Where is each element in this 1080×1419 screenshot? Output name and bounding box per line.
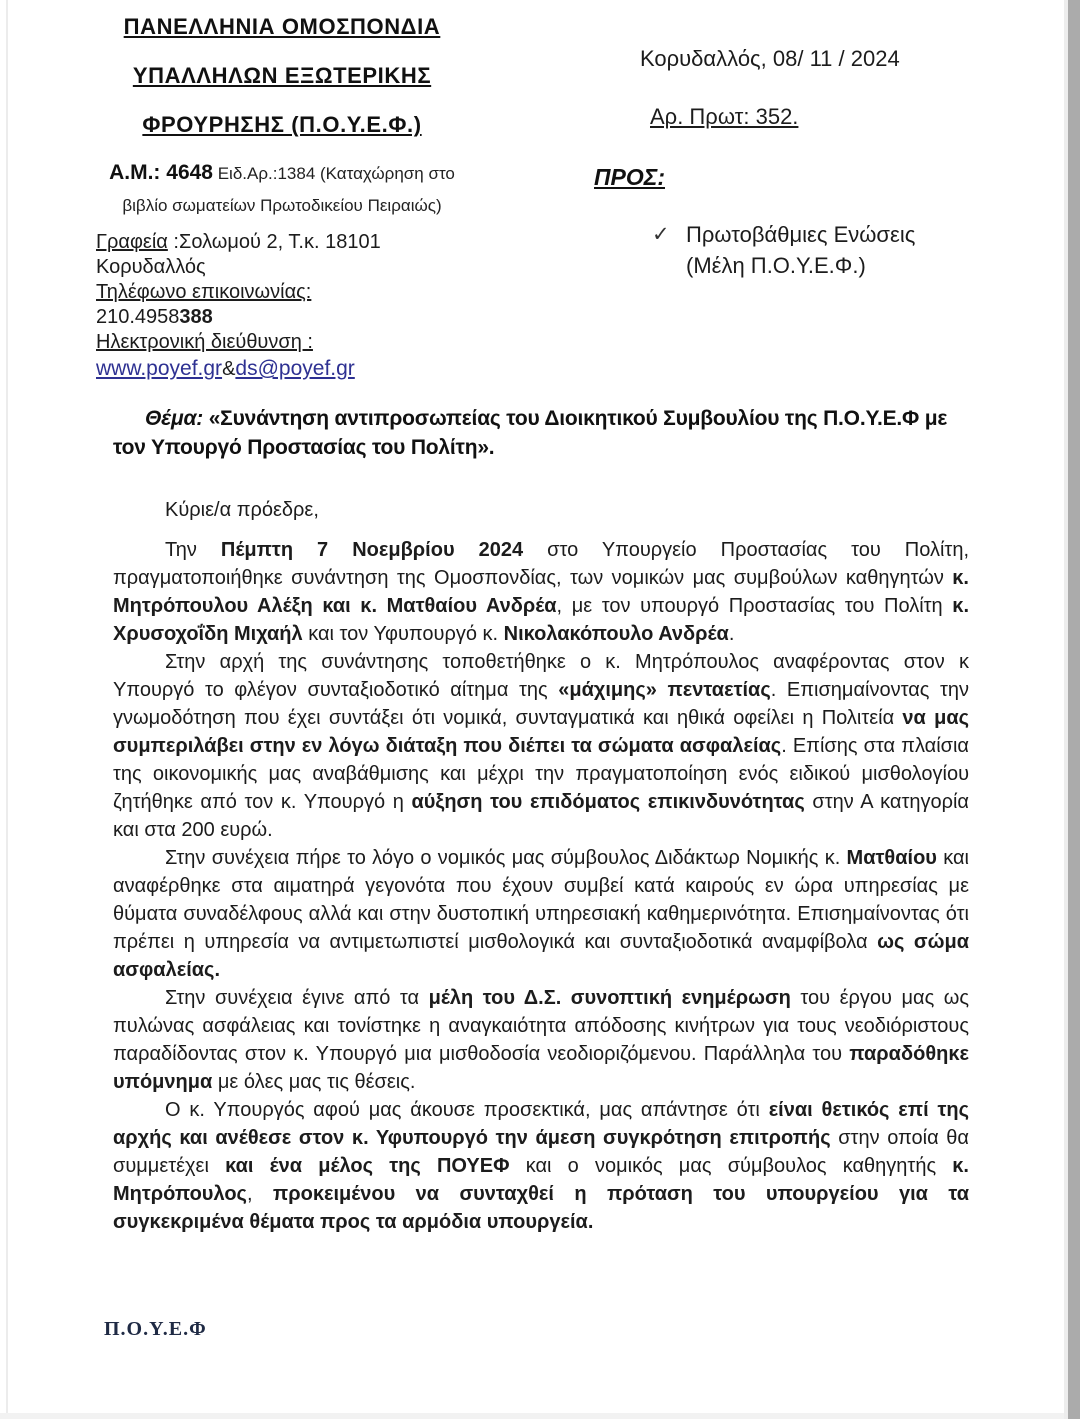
text-run: Στην συνέχεια πήρε το λόγο ο νομικός μας σύμβουλος Διδάκτωρ Νομικής κ. — [165, 847, 847, 869]
phone-label: Τηλέφωνο επικοινωνίας: — [96, 281, 312, 303]
text-run: κ. Μητρόπουλος — [113, 1155, 969, 1205]
links-line — [96, 356, 468, 382]
date-line: Κορυδαλλός, 08/ 11 / 2024 — [640, 46, 900, 71]
subject-line — [113, 404, 969, 462]
text-run: ως σώμα ασφαλείας. — [113, 931, 969, 981]
text-run: αύξηση του επιδόματος επικινδυνότητας — [411, 791, 805, 813]
text-run: , με τον υπουργό Προστασίας του Πολίτη — [556, 595, 953, 617]
text-run: Θέμα: — [145, 407, 209, 430]
text-run: Πέμπτη 7 Νοεμβρίου 2024 — [220, 539, 524, 561]
paragraph — [113, 648, 969, 844]
paragraph — [113, 536, 969, 648]
text-run: στην οποία θα συμμετέχει — [113, 1127, 969, 1177]
org-name-line-3: ΦΡΟΥΡΗΣΗΣ (Π.Ο.Υ.Ε.Φ.) — [142, 112, 422, 137]
recipient-text — [686, 219, 982, 281]
office-address-line — [96, 230, 468, 255]
registration-detail-line-2: βιβλίο σωματείων Πρωτοδικείου Πειραιώς) — [122, 196, 442, 215]
text-run: κ. Χρυσοχοΐδη Μιχαήλ — [113, 595, 970, 645]
salutation: Κύριε/α πρόεδρε, — [165, 499, 319, 521]
text-run: Νικολακόπουλο Ανδρέα — [503, 623, 729, 645]
page-bottom-edge — [0, 1413, 1064, 1419]
office-label: Γραφεία — [96, 231, 168, 253]
phone-number-prefix: 210.4958 — [96, 306, 180, 328]
text-run: Ματθαίου — [846, 847, 937, 869]
email-label: Ηλεκτρονική διεύθυνση : — [96, 331, 313, 353]
org-name-line-2: ΥΠΑΛΛΗΛΩΝ ΕΞΩΤΕΡΙΚΗΣ — [132, 63, 432, 88]
website-link[interactable]: www.poyef.gr — [96, 357, 223, 380]
text-run: . — [728, 623, 735, 645]
text-run: Ο κ. Υπουργός αφού μας άκουσε προσεκτικά, μας απάντησε ότι — [165, 1099, 769, 1121]
page-left-edge — [6, 0, 8, 1419]
text-run: προκειμένου να συνταχθεί η πρόταση του υπουργείου για τα συγκεκριμένα θέματα προς τα αρμόδια υπουργεία. — [113, 1183, 970, 1233]
contact-block — [96, 230, 468, 382]
text-run: . Επισημαίνοντας την γνωμοδότηση που έχει συντάξει ότι νομικά, συνταγματικά και ηθικά οφείλει η Πολιτεία — [113, 679, 970, 729]
email-link[interactable]: ds@poyef.gr — [235, 357, 355, 380]
recipient-block — [592, 46, 982, 281]
text-run: και τον Υφυπουργό κ. — [302, 623, 504, 645]
org-name-line-1: ΠΑΝΕΛΛΗΝΙΑ ΟΜΟΣΠΟΝΔΙΑ — [123, 14, 441, 39]
page-right-edge — [1068, 0, 1080, 1419]
office-city: Κορυδαλλός — [96, 256, 206, 278]
registration-number: Α.Μ.: 4648 — [109, 161, 213, 184]
text-run: παραδόθηκε υπόμνημα — [113, 1043, 969, 1093]
text-run: στο Υπουργείο Προστασίας του Πολίτη, πραγματοποιήθηκε συνάντηση της Ομοσπονδίας, των νομικών μας συμβούλων καθηγητών — [113, 539, 969, 589]
phone-number-suffix: 388 — [179, 306, 213, 328]
signature: Π.Ο.Υ.Ε.Φ — [104, 1318, 207, 1340]
text-run: να μας συμπεριλάβει στην εν λόγω διάταξη που διέπει τα σώματα ασφαλείας — [113, 707, 970, 757]
text-run: μέλη του Δ.Σ. συνοπτική ενημέρωση — [428, 987, 791, 1009]
text-run: , — [246, 1183, 273, 1205]
text-run: και ο νομικός μας σύμβουλος καθηγητής — [509, 1155, 953, 1177]
letter-body — [113, 404, 969, 1236]
recipient-line-2: (Μέλη Π.Ο.Υ.Ε.Φ.) — [686, 253, 866, 278]
text-run: . Επίσης στα πλαίσια της οικονομικής μας αναβάθμισης και μέχρι την πραγματοποίηση ενός ειδικού μισθολογίου ζητήθηκε από τον κ. Υπουργό η — [113, 735, 969, 813]
links-separator: & — [222, 358, 236, 380]
office-address: :Σολωμού 2, Τ.κ. 18101 — [167, 231, 381, 253]
text-run: του έργου μας ως πυλώνας ασφάλειας και τονίστηκε η αναγκαιότητα απόδοσης κινήτρων για τους νεοδιόριστους παραδίδοντας στον κ. Υπουργό μια μισθοδοσία νεοδιοριζόμενου. Παράλληλα του — [113, 987, 969, 1065]
text-run: «Συνάντηση αντιπροσωπείας του Διοικητικού Συμβουλίου της Π.Ο.Υ.Ε.Φ με τον Υπουργό Προστασίας του Πολίτη». — [113, 407, 948, 459]
protocol-number: Αρ. Πρωτ: 352. — [650, 104, 799, 129]
check-icon: ✓ — [652, 223, 670, 246]
text-run: κ. Μητρόπουλου Αλέξη και κ. Ματθαίου Ανδρέα — [113, 567, 969, 617]
text-run: είναι θετικός επί της αρχής και ανέθεσε στον κ. Υφυπουργό την άμεση συγκρότηση επιτροπής — [113, 1099, 969, 1149]
text-run: με όλες μας τις θέσεις. — [212, 1071, 416, 1093]
registration-detail: Ειδ.Αρ.:1384 (Καταχώρηση στο — [212, 164, 455, 183]
phone-number-line — [96, 305, 468, 330]
sender-block — [96, 14, 468, 382]
recipient-item — [652, 219, 982, 281]
text-run: Την — [165, 539, 221, 561]
to-label: ΠΡΟΣ: — [594, 164, 665, 190]
paragraph — [113, 1096, 969, 1236]
recipient-line-1: Πρωτοβάθμιες Ενώσεις — [686, 222, 916, 247]
registration-number-line — [96, 161, 468, 185]
paragraph — [113, 984, 969, 1096]
text-run: και αναφέρθηκε στα αιματηρά γεγονότα που έχουν συμβεί κατά καιρούς εν ώρα υπηρεσίας με θύματα συναδέλφους αλλά και στην δυστοπική υπηρεσιακή καθημερινότητα. Επισημαίνοντας ότι πρέπει η υπηρεσία να αντιμετωπιστεί μισθολογικά και συνταξιοδοτικά αναμφίβολα — [113, 847, 970, 953]
text-run: Στην συνέχεια έγινε από τα — [165, 987, 429, 1009]
paragraph — [113, 844, 969, 984]
text-run: «μάχιμης» πενταετίας — [558, 679, 771, 701]
text-run: και ένα μέλος της ΠΟΥΕΦ — [225, 1155, 510, 1177]
body-paragraphs — [113, 536, 969, 1236]
text-run: Στην αρχή της συνάντησης τοποθετήθηκε ο κ. Μητρόπουλος αναφέροντας στον κ Υπουργό το φλέγον συνταξιοδοτικό αίτημα της — [113, 651, 969, 701]
text-run: στην Α κατηγορία και στα 200 ευρώ. — [113, 791, 969, 841]
